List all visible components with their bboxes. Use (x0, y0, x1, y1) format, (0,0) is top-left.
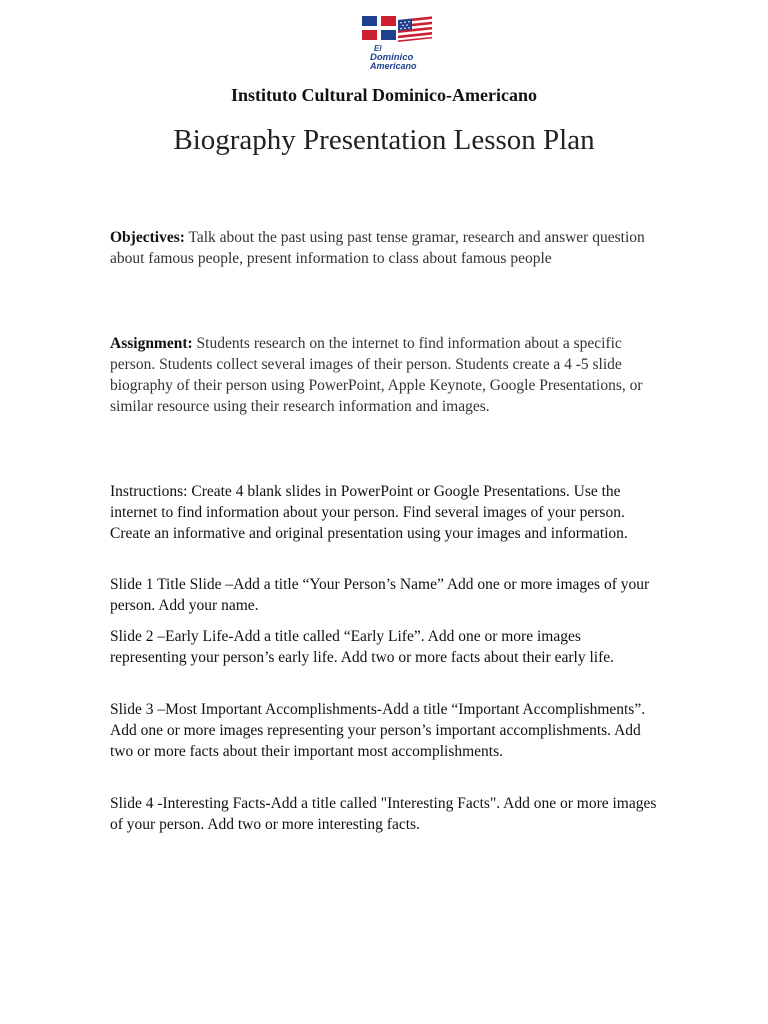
dominico-americano-logo (360, 14, 434, 72)
assignment-label: Assignment: (110, 335, 193, 352)
slide-3-instructions: Slide 3 –Most Important Accomplishments-Add a title “Important Accomplishments”. Add one or more images representing your person’s important accomplishments. Add two or more facts about their important most accomplishments. (110, 701, 646, 760)
logo-text-el: El (374, 44, 382, 53)
slide-2-instructions: Slide 2 –Early Life-Add a title called “Early Life”. Add one or more images representing your person’s early life. Add two or more facts about their early life. (110, 628, 615, 666)
instructions-paragraph: Instructions: Create 4 blank slides in PowerPoint or Google Presentations. Use the internet to find information about your person. Find several images of your person. Create an informative and original presentation using your images and information. (110, 483, 628, 542)
objectives-text: Talk about the past using past tense gramar, research and answer question about famous people, present information to class about famous people (110, 229, 645, 267)
assignment-text: Students research on the internet to find information about a specific person. Students collect several images of their person. Students create a 4 -5 slide biography of their person using PowerPoint, Apple Keynote, Google Presentations, or similar resource using their research information and images. (110, 335, 643, 415)
logo-text-dominico: Dominico (370, 52, 414, 63)
logo-text-americano: Americano (370, 61, 417, 71)
objectives-paragraph (110, 227, 658, 269)
dominican-flag-icon (362, 16, 396, 40)
page-title: Biography Presentation Lesson Plan (173, 124, 595, 156)
slide-1-instructions: Slide 1 Title Slide –Add a title “Your Person’s Name” Add one or more images of your person. Add your name. (110, 576, 650, 614)
slide-4-instructions: Slide 4 -Interesting Facts-Add a title called "Interesting Facts". Add one or more images of your person. Add two or more interesting facts. (110, 795, 657, 833)
institute-name: Instituto Cultural Dominico-Americano (231, 85, 537, 105)
us-flag-icon (398, 16, 432, 42)
assignment-paragraph (110, 333, 658, 417)
flags-logo-icon (360, 14, 434, 72)
objectives-label: Objectives: (110, 229, 185, 246)
